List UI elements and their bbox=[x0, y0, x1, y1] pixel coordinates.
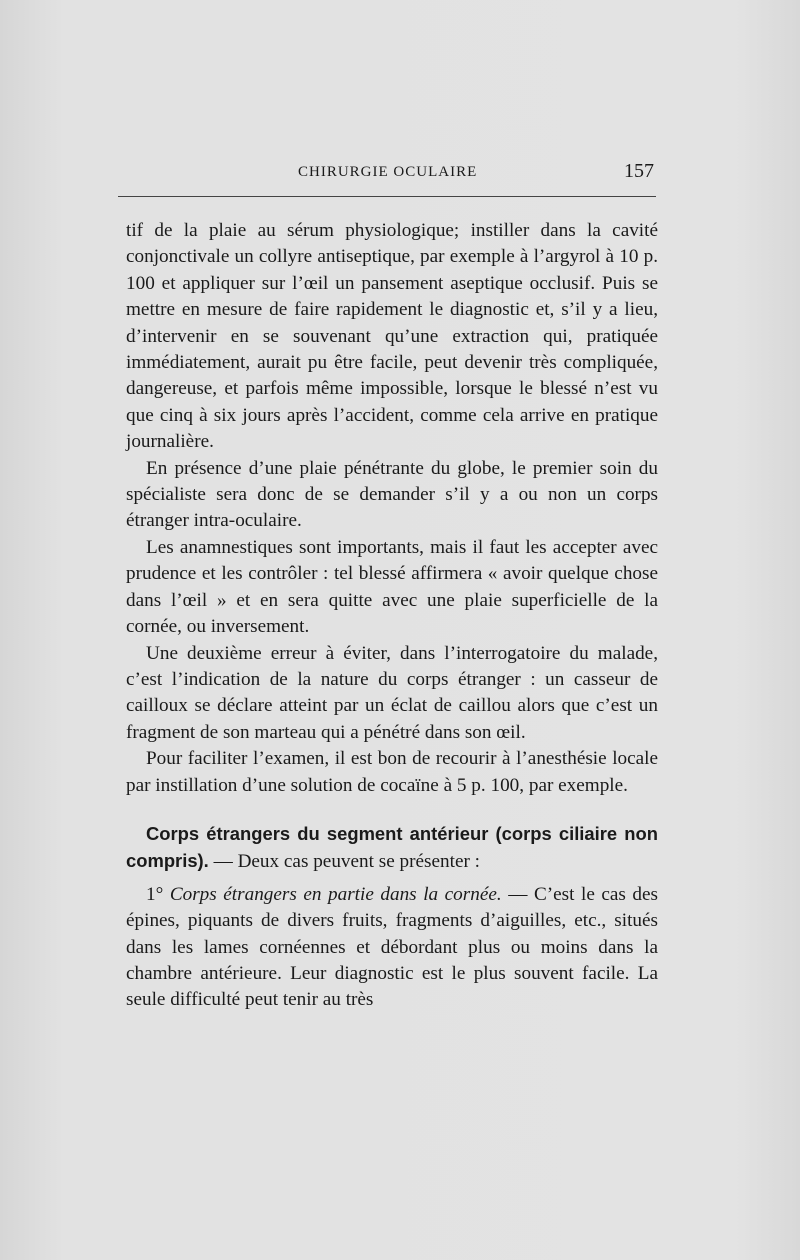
list-item bbox=[126, 882, 658, 1014]
page-number: 157 bbox=[624, 160, 654, 182]
header-rule bbox=[118, 196, 656, 197]
section-text: — Deux cas peuvent se présenter : bbox=[208, 851, 480, 873]
page-bottom-margin bbox=[0, 1110, 800, 1260]
paragraph: Les anamnestiques sont importants, mais il faut les accepter avec prudence et les contrôler : tel blessé affirmera « avoir quelque chose dans l’œil » et en sera quitte avec une plaie superficielle de la cornée, ou inversement. bbox=[126, 536, 658, 638]
paragraph: Pour faciliter l’examen, il est bon de recourir à l’anesthésie locale par instillation d’une solution de cocaïne à 5 p. 100, par exemple. bbox=[126, 748, 658, 796]
paragraph: Une deuxième erreur à éviter, dans l’interrogatoire du malade, c’est l’indication de la nature du corps étranger : un casseur de cailloux se déclare atteint par un éclat de caillou alors que c’est un fragment de son marteau qui a pénétré dans son œil. bbox=[126, 642, 658, 743]
running-header bbox=[122, 160, 658, 186]
item-number: 1° bbox=[146, 883, 164, 905]
item-title: Corps étrangers en partie dans la cornée. bbox=[169, 883, 502, 905]
section-paragraph bbox=[126, 821, 658, 876]
paragraph: tif de la plaie au sérum physiologique; instiller dans la cavité conjonctivale un collyre antiseptique, par exemple à l’argyrol à 10 p. 100 et appliquer sur l’œil un pansement aseptique occlusif. Puis se mettre en mesure de faire rapidement le diagnostic et, s’il y a lieu, d’intervenir en se souvenant qu’une extraction qui, pratiquée immédiatement, aurait pu être facile, peut devenir très compliquée, dangereuse, et parfois même impossible, lorsque le blessé n’est vu que cinq à six jours après l’accident, comme cela arrive en pratique journalière. bbox=[126, 220, 658, 453]
item-text: — C’est le cas des épines, piquants de divers fruits, fragments d’aiguilles, etc., situés dans les lames cornéennes et débordant plus ou moins dans la chambre antérieure. Leur diagnostic est le plus souvent facile. La seule difficulté peut tenir au très bbox=[126, 883, 658, 1011]
paragraph: En présence d’une plaie pénétrante du globe, le premier soin du spécialiste sera donc de se demander s’il y a ou non un corps étranger intra-oculaire. bbox=[126, 457, 658, 532]
section-heading: Corps étrangers du segment antérieur (corps ciliaire non compris). bbox=[126, 822, 658, 872]
body-text bbox=[126, 218, 658, 1014]
header-title: CHIRURGIE OCULAIRE bbox=[298, 164, 478, 180]
